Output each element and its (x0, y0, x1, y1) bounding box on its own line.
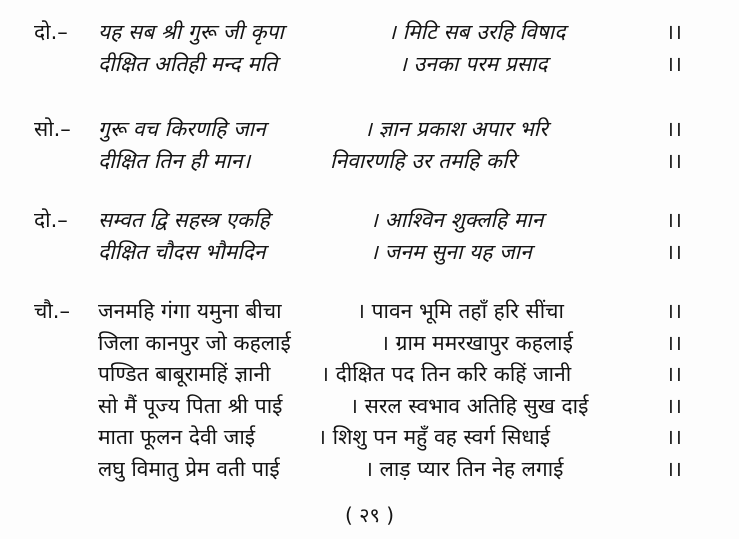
verse-first-half: दीक्षित तिन ही मान। (98, 149, 251, 173)
verse-line (0, 16, 739, 48)
verse-line (0, 391, 739, 423)
verse-line (0, 113, 739, 145)
doha-stanza-1 (0, 16, 739, 80)
verse-line (0, 296, 739, 328)
verse-first-half: दीक्षित चौदस भौमदिन (98, 240, 266, 264)
verse-end-mark: ।। (666, 208, 682, 232)
verse-first-half: माता फूलन देवी जाई (98, 425, 256, 449)
verse-end-mark: ।। (666, 456, 682, 481)
verse-end-mark: ।। (666, 117, 682, 141)
doha-stanza-2 (0, 204, 739, 268)
verse-end-mark: ।। (666, 52, 682, 76)
verse-first-half: यह सब श्री गुरू जी कृपा (98, 20, 284, 44)
page-number: ( २९ ) (344, 503, 395, 527)
verse-line (0, 48, 739, 80)
verse-first-half: गुरू वच किरणहि जान (98, 117, 266, 141)
verse-second-half: । आश्विन शुक्लहि मान (370, 208, 544, 232)
verse-second-half: । शिशु पन महुँ वह स्वर्ग सिधाई (318, 425, 551, 449)
verse-end-mark: ।। (666, 299, 682, 323)
verse-second-half: । उनका परम प्रसाद (399, 52, 548, 76)
verse-line (0, 422, 739, 454)
verse-first-half: पण्डित बाबूरामहिं ज्ञानी (98, 362, 271, 386)
stanza-label: दो.– (34, 208, 68, 232)
verse-first-half: सो मैं पूज्य पिता श्री पाई (98, 393, 283, 418)
verse-end-mark: ।। (666, 20, 682, 44)
verse-second-half: निवारणहि उर तमहि करि (330, 149, 516, 173)
verse-first-half: जिला कानपुर जो कहलाई (98, 330, 291, 355)
verse-first-half: लघु विमातु प्रेम वती पाई (98, 456, 280, 481)
verse-second-half: । पावन भूमि तहाँ हरि सींचा (357, 299, 564, 323)
verse-end-mark: ।। (666, 149, 682, 173)
verse-line (0, 145, 739, 177)
stanza-label: सो.– (34, 117, 71, 141)
verse-first-half: जनमहि गंगा यमुना बीचा (98, 299, 282, 323)
soratha-stanza (0, 113, 739, 177)
verse-line (0, 359, 739, 391)
verse-second-half: । जनम सुना यह जान (370, 240, 532, 264)
verse-second-half: । दीक्षित पद तिन करि कहिं जानी (321, 362, 572, 386)
verse-first-half: दीक्षित अतिही मन्द मति (98, 52, 278, 76)
stanza-label: दो.– (34, 20, 68, 44)
verse-second-half: । ग्राम ममरखापुर कहलाई (381, 330, 573, 355)
verse-end-mark: ।। (666, 362, 682, 386)
verse-line (0, 328, 739, 360)
verse-second-half: । ज्ञान प्रकाश अपार भरि (364, 117, 548, 141)
verse-first-half: सम्वत द्वि सहस्त्र एकहि (98, 208, 270, 232)
verse-line (0, 204, 739, 236)
verse-second-half: । सरल स्वभाव अतिहि सुख दाई (350, 393, 589, 418)
verse-end-mark: ।। (666, 425, 682, 449)
chaupai-stanza (0, 296, 739, 485)
verse-end-mark: ।। (666, 393, 682, 418)
stanza-label: चौ.– (34, 299, 70, 323)
verse-end-mark: ।। (666, 330, 682, 355)
verse-second-half: । मिटि सब उरहि विषाद (388, 20, 566, 44)
verse-line (0, 454, 739, 486)
verse-second-half: । लाड़ प्यार तिन नेह लगाई (365, 456, 564, 481)
verse-line (0, 236, 739, 268)
verse-end-mark: ।। (666, 240, 682, 264)
